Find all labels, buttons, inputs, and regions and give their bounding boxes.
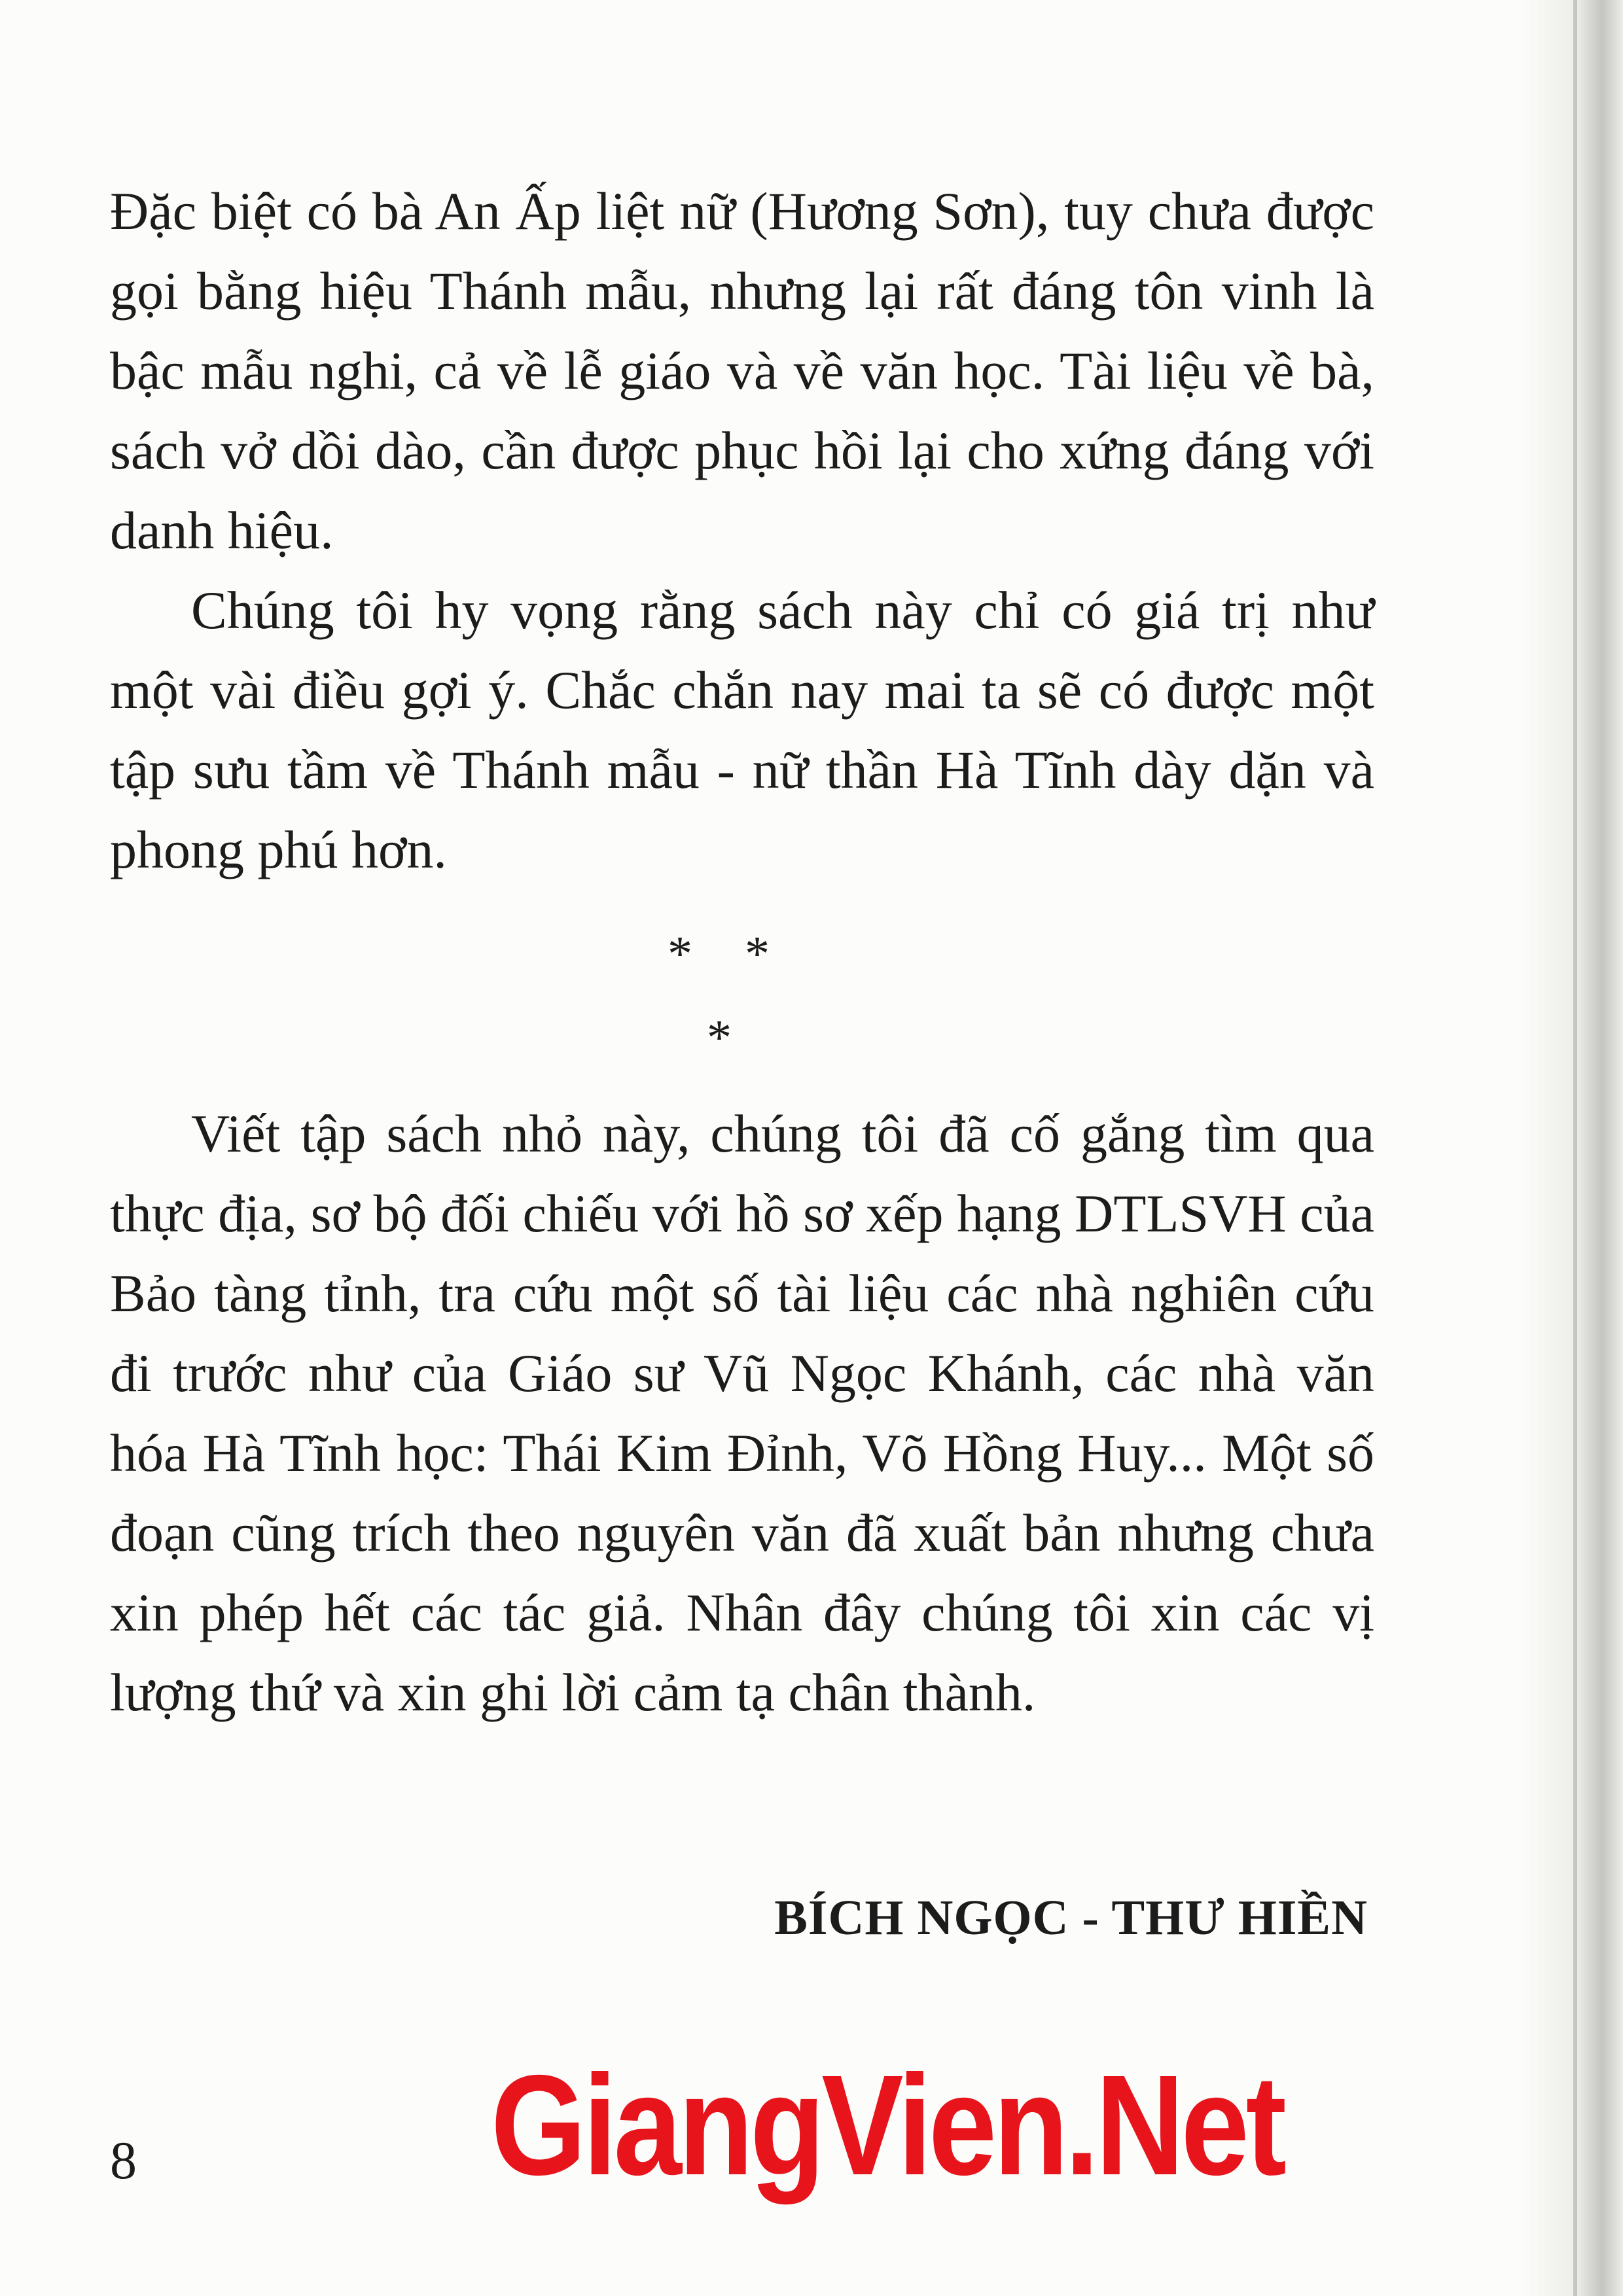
paragraph-2: Chúng tôi hy vọng rằng sách này chỉ có giá trị như một vài điều gợi ý. Chắc chắn nay mai ta sẽ có được một tập sưu tầm về Thánh mẫu - nữ thần Hà Tĩnh dày dặn và phong phú hơn. — [110, 580, 1374, 879]
page-number: 8 — [110, 2130, 137, 2190]
paragraph-1: Đặc biệt có bà An Ấp liệt nữ (Hương Sơn), tuy chưa được gọi bằng hiệu Thánh mẫu, nhưng lại rất đáng tôn vinh là bậc mẫu nghi, cả về lễ giáo và về văn học. Tài liệu về bà, sách vở dồi dào, cần được phục hồi lại cho xứng đáng với danh hiệu. — [110, 181, 1374, 560]
spine-shadow — [1518, 0, 1623, 2296]
paragraph-3: Viết tập sách nhỏ này, chúng tôi đã cố gắng tìm qua thực địa, sơ bộ đối chiếu với hồ sơ xếp hạng DTLSVH của Bảo tàng tỉnh, tra cứu một số tài liệu các nhà nghiên cứu đi trước như của Giáo sư Vũ Ngọc Khánh, các nhà văn hóa Hà Tĩnh học: Thái Kim Đỉnh, Võ Hồng Huy... Một số đoạn cũng trích theo nguyên văn đã xuất bản nhưng chưa xin phép hết các tác giả. Nhân đây chúng tôi xin các vị lượng thứ và xin ghi lời cảm tạ chân thành. — [110, 1104, 1374, 1722]
spine-line — [1573, 0, 1577, 2296]
separator-asterisk: * — [707, 1010, 732, 1065]
author-signature: BÍCH NGỌC - THƯ HIỀN — [774, 1890, 1368, 1945]
watermark-logo: GiangVien.Net — [491, 2046, 1283, 2205]
separator-asterisk: * — [668, 927, 692, 981]
separator-asterisk: * — [745, 927, 770, 981]
